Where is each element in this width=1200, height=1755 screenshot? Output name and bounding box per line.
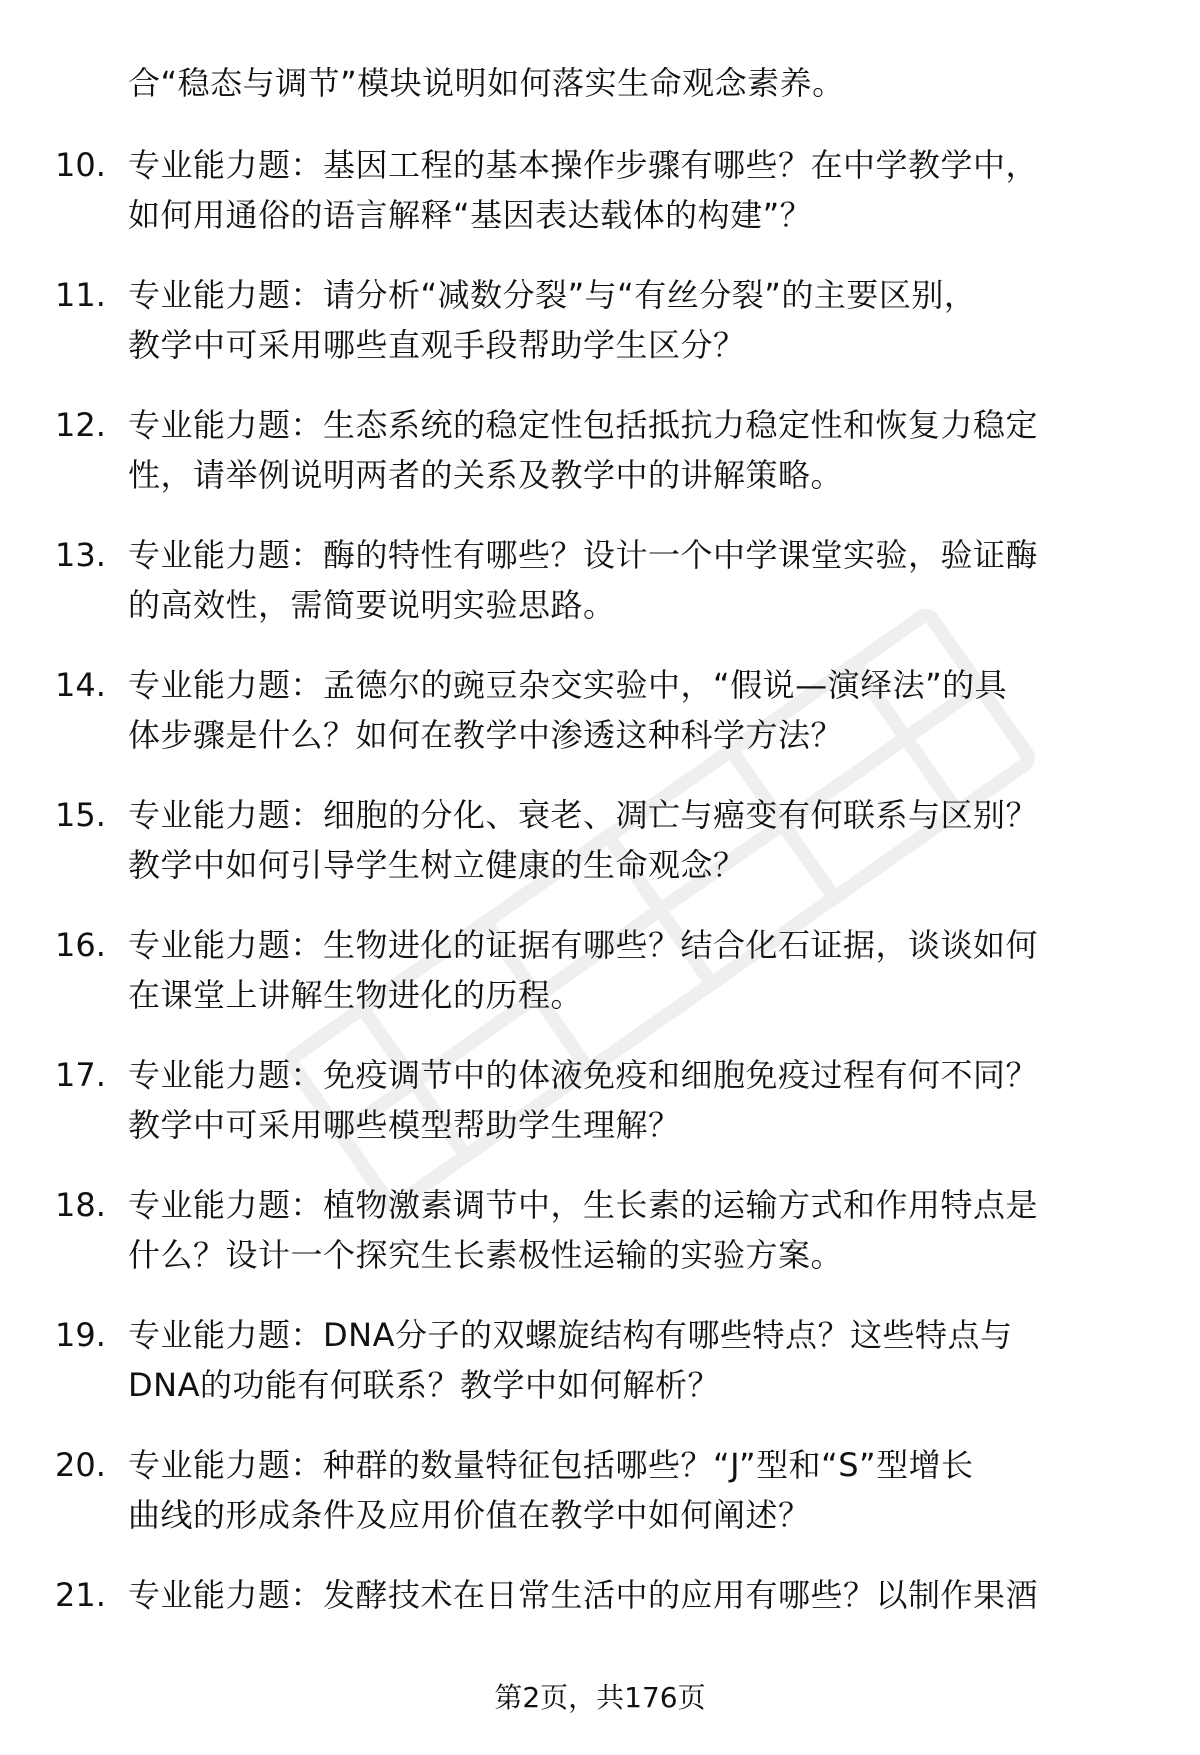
continuation-line: 合“稳态与调节”模块说明如何落实生命观念素养。 [128, 64, 845, 102]
question-line: 专业能力题：免疫调节中的体液免疫和细胞免疫过程有何不同？ [128, 1056, 1039, 1094]
question-number: 20. [55, 1446, 106, 1484]
question-item [0, 1050, 1200, 1180]
question-line: 教学中可采用哪些直观手段帮助学生区分？ [128, 326, 746, 364]
question-line: 的高效性，需简要说明实验思路。 [128, 586, 616, 624]
question-text [128, 790, 1153, 890]
question-number: 10. [55, 146, 106, 184]
question-line: 在课堂上讲解生物进化的历程。 [128, 976, 584, 1014]
question-line: 专业能力题：细胞的分化、衰老、凋亡与癌变有何联系与区别？ [128, 796, 1039, 834]
question-text [128, 270, 1153, 370]
question-number: 17. [55, 1056, 106, 1094]
question-text [128, 660, 1153, 760]
question-line: 专业能力题：酶的特性有哪些？设计一个中学课堂实验，验证酶 [128, 536, 1039, 574]
question-line: 专业能力题：种群的数量特征包括哪些？“J”型和“S”型增长 [128, 1446, 974, 1484]
question-line: 专业能力题：DNA分子的双螺旋结构有哪些特点？这些特点与 [128, 1316, 1013, 1354]
question-number: 19. [55, 1316, 106, 1354]
question-line: 专业能力题：生态系统的稳定性包括抵抗力稳定性和恢复力稳定 [128, 406, 1039, 444]
question-text [128, 1310, 1153, 1410]
question-text [128, 1570, 1153, 1620]
question-text [128, 530, 1153, 630]
question-number: 16. [55, 926, 106, 964]
question-text [128, 920, 1153, 1020]
question-list [0, 140, 1200, 1700]
question-number: 13. [55, 536, 106, 574]
question-line: 专业能力题：请分析“减数分裂”与“有丝分裂”的主要区别， [128, 276, 977, 314]
question-number: 15. [55, 796, 106, 834]
question-text [128, 1050, 1153, 1150]
question-text [128, 140, 1153, 240]
question-number: 14. [55, 666, 106, 704]
question-line: 专业能力题：孟德尔的豌豆杂交实验中，“假说—演绎法”的具 [128, 666, 1008, 704]
question-item [0, 1180, 1200, 1310]
question-line: DNA的功能有何联系？教学中如何解析？ [128, 1366, 720, 1404]
question-text [128, 400, 1153, 500]
question-line: 什么？设计一个探究生长素极性运输的实验方案。 [128, 1236, 844, 1274]
question-item [0, 1310, 1200, 1440]
question-line: 如何用通俗的语言解释“基因表达载体的构建”？ [128, 196, 813, 234]
question-item [0, 270, 1200, 400]
question-line: 专业能力题：基因工程的基本操作步骤有哪些？在中学教学中， [128, 146, 1039, 184]
question-number: 12. [55, 406, 106, 444]
question-text [128, 1440, 1153, 1540]
question-text [128, 1180, 1153, 1280]
question-line: 性，请举例说明两者的关系及教学中的讲解策略。 [128, 456, 844, 494]
question-number: 18. [55, 1186, 106, 1224]
question-number: 21. [55, 1576, 106, 1614]
question-item [0, 140, 1200, 270]
question-item [0, 1440, 1200, 1570]
question-item [0, 790, 1200, 920]
page-footer: 第2页，共176页 [494, 1681, 706, 1714]
question-line: 教学中可采用哪些模型帮助学生理解？ [128, 1106, 681, 1144]
question-line: 专业能力题：植物激素调节中，生长素的运输方式和作用特点是 [128, 1186, 1039, 1224]
question-item [0, 400, 1200, 530]
question-line: 专业能力题：发酵技术在日常生活中的应用有哪些？以制作果酒 [128, 1576, 1039, 1614]
question-number: 11. [55, 276, 106, 314]
question-line: 专业能力题：生物进化的证据有哪些？结合化石证据，谈谈如何 [128, 926, 1039, 964]
question-line: 教学中如何引导学生树立健康的生命观念？ [128, 846, 746, 884]
question-item [0, 920, 1200, 1050]
question-line: 曲线的形成条件及应用价值在教学中如何阐述？ [128, 1496, 811, 1534]
question-item [0, 530, 1200, 660]
question-item [0, 660, 1200, 790]
question-line: 体步骤是什么？如何在教学中渗透这种科学方法？ [128, 716, 844, 754]
